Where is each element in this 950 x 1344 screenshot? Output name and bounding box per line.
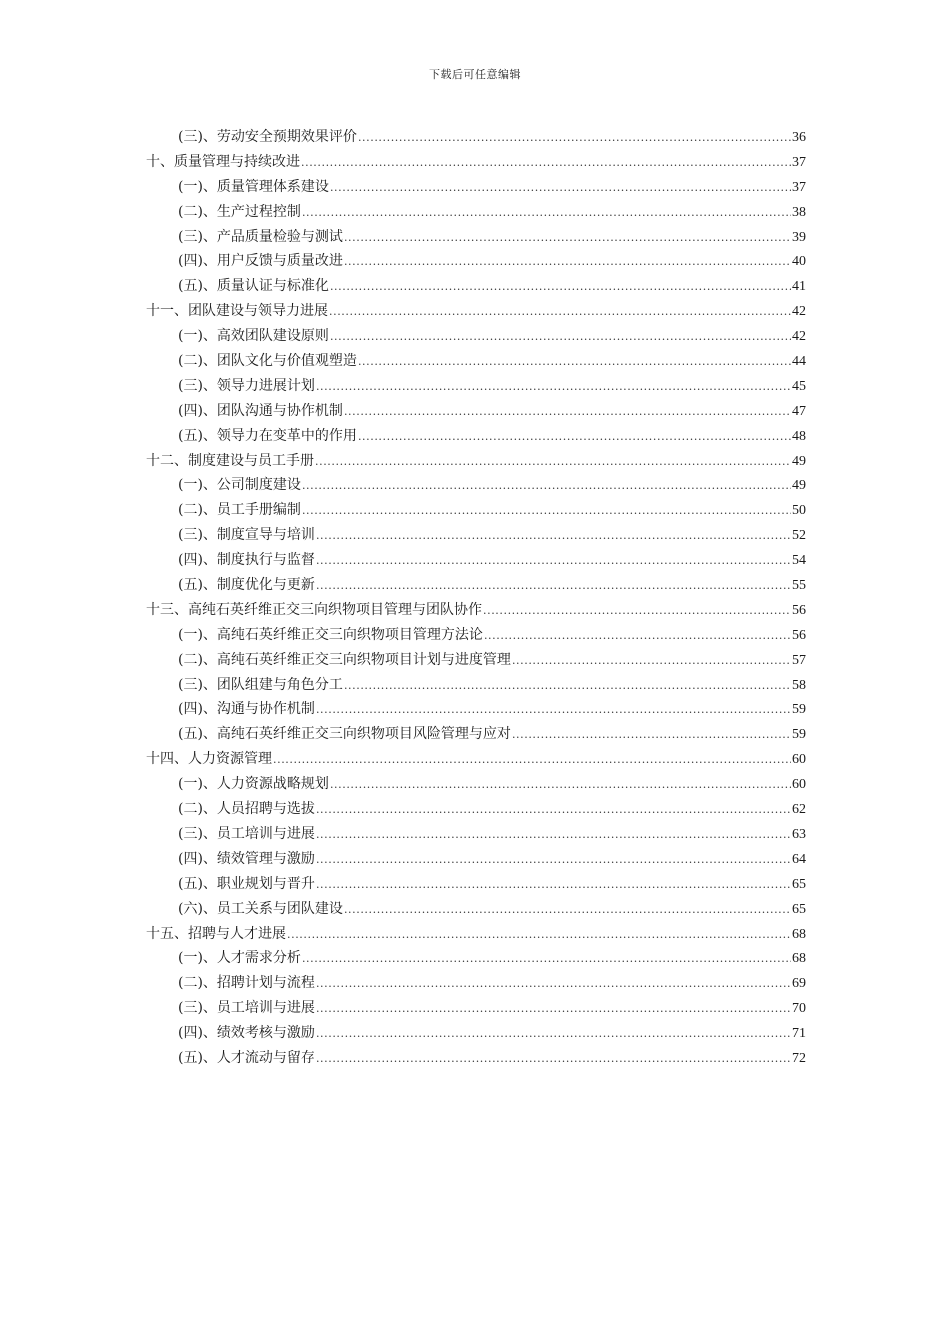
toc-dot-leader [301,151,791,176]
toc-section-entry[interactable] [146,125,806,150]
toc-page-number: 38 [792,204,806,220]
toc-section-entry[interactable] [146,697,806,722]
toc-entry-title: (四)、绩效考核与激励 [178,1025,315,1042]
toc-section-entry[interactable] [146,523,806,548]
toc-entry-title: 十三、高纯石英纤维正交三向织物项目管理与团队协作 [146,601,482,618]
toc-dot-leader [316,574,791,599]
toc-page-number: 57 [792,652,806,668]
toc-page-number: 72 [792,1050,806,1066]
toc-dot-leader [344,674,791,699]
toc-page-number: 52 [792,528,806,544]
toc-section-entry[interactable] [146,274,806,299]
toc-section-entry[interactable] [146,399,806,424]
toc-dot-leader [344,226,791,251]
toc-section-entry[interactable] [146,971,806,996]
toc-page-number: 37 [792,179,806,195]
toc-dot-leader [512,649,791,674]
toc-page-number: 48 [792,428,806,444]
toc-dot-leader [316,823,791,848]
toc-section-entry[interactable] [146,548,806,573]
toc-page-number: 71 [792,1026,806,1042]
toc-dot-leader [330,325,791,350]
toc-dot-leader [316,549,791,574]
toc-page-number: 50 [792,503,806,519]
toc-section-entry[interactable] [146,847,806,872]
toc-section-entry[interactable] [146,722,806,747]
toc-dot-leader [344,250,791,275]
toc-page-number: 47 [792,403,806,419]
toc-entry-title: (一)、高效团队建设原则 [178,328,329,345]
toc-dot-leader [316,375,791,400]
toc-section-entry[interactable] [146,424,806,449]
toc-dot-leader [316,972,791,997]
toc-entry-title: (三)、制度宣导与培训 [178,527,315,544]
toc-entry-title: (五)、制度优化与更新 [178,577,315,594]
toc-entry-title: (二)、高纯石英纤维正交三向织物项目计划与进度管理 [178,651,511,668]
toc-dot-leader [302,947,791,972]
toc-section-entry[interactable] [146,822,806,847]
toc-dot-leader [302,474,791,499]
toc-page-number: 69 [792,976,806,992]
toc-section-entry[interactable] [146,249,806,274]
toc-page-number: 68 [792,951,806,967]
toc-dot-leader [316,997,791,1022]
toc-section-entry[interactable] [146,225,806,250]
toc-page-number: 59 [792,727,806,743]
toc-section-entry[interactable] [146,897,806,922]
toc-page-number: 49 [792,478,806,494]
toc-entry-title: (五)、高纯石英纤维正交三向织物项目风险管理与应对 [178,726,511,743]
toc-entry-title: (二)、招聘计划与流程 [178,975,315,992]
toc-page-number: 56 [792,627,806,643]
toc-section-entry[interactable] [146,374,806,399]
toc-entry-title: (三)、领导力进展计划 [178,377,315,394]
toc-page-number: 56 [792,602,806,618]
toc-dot-leader [358,425,791,450]
toc-section-entry[interactable] [146,473,806,498]
toc-entry-title: (二)、团队文化与价值观塑造 [178,353,357,370]
toc-dot-leader [316,1047,791,1072]
toc-chapter-entry[interactable] [146,598,806,623]
toc-entry-title: (三)、员工培训与进展 [178,825,315,842]
toc-dot-leader [316,848,791,873]
toc-entry-title: 十一、团队建设与领导力进展 [146,303,328,320]
toc-entry-title: (四)、用户反馈与质量改进 [178,253,343,270]
toc-dot-leader [316,798,791,823]
toc-entry-title: (三)、团队组建与角色分工 [178,676,343,693]
toc-entry-title: (三)、劳动安全预期效果评价 [178,129,357,145]
toc-dot-leader [316,698,791,723]
toc-entry-title: (四)、沟通与协作机制 [178,701,315,718]
toc-dot-leader [330,275,791,300]
toc-entry-title: (三)、员工培训与进展 [178,1000,315,1017]
toc-section-entry[interactable] [146,772,806,797]
toc-page-number: 62 [792,802,806,818]
toc-page-number: 70 [792,1001,806,1017]
toc-entry-title: (五)、人才流动与留存 [178,1049,315,1066]
toc-section-entry[interactable] [146,623,806,648]
toc-dot-leader [302,201,791,226]
toc-page-number: 49 [792,453,806,469]
toc-chapter-entry[interactable] [146,449,806,474]
toc-page-number: 58 [792,677,806,693]
toc-section-entry[interactable] [146,673,806,698]
toc-section-entry[interactable] [146,648,806,673]
toc-page-number: 44 [792,354,806,370]
toc-entry-title: (五)、质量认证与标准化 [178,278,329,295]
toc-dot-leader [344,898,791,923]
toc-chapter-entry[interactable] [146,747,806,772]
toc-section-entry[interactable] [146,1046,806,1071]
toc-dot-leader [344,400,791,425]
toc-section-entry[interactable] [146,996,806,1021]
table-of-contents [146,125,806,1071]
toc-entry-title: (四)、制度执行与监督 [178,552,315,569]
toc-entry-title: (四)、团队沟通与协作机制 [178,402,343,419]
toc-page-number: 45 [792,378,806,394]
toc-page-number: 60 [792,752,806,768]
toc-entry-title: (五)、领导力在变革中的作用 [178,427,357,444]
toc-section-entry[interactable] [146,797,806,822]
toc-entry-title: (三)、产品质量检验与测试 [178,228,343,245]
toc-dot-leader [484,624,791,649]
toc-page-number: 41 [792,279,806,295]
toc-section-entry[interactable] [146,573,806,598]
toc-dot-leader [358,350,791,375]
toc-entry-title: (一)、高纯石英纤维正交三向织物项目管理方法论 [178,626,483,643]
toc-page-number: 55 [792,578,806,594]
toc-section-entry[interactable] [146,324,806,349]
toc-dot-leader [302,499,791,524]
toc-dot-leader [330,176,791,201]
toc-page-number: 42 [792,304,806,320]
toc-entry-title: (一)、人力资源战略规划 [178,776,329,793]
toc-page-number: 63 [792,826,806,842]
toc-dot-leader [273,748,791,773]
toc-page-number: 64 [792,851,806,867]
toc-page-number: 40 [792,254,806,270]
toc-section-entry[interactable] [146,1021,806,1046]
toc-entry-title: (二)、人员招聘与选拔 [178,801,315,818]
toc-section-entry[interactable] [146,349,806,374]
toc-page-number: 36 [792,130,806,145]
toc-dot-leader [287,923,791,948]
toc-entry-title: 十、质量管理与持续改进 [146,153,300,170]
toc-dot-leader [316,873,791,898]
toc-chapter-entry[interactable] [146,299,806,324]
toc-entry-title: (六)、员工关系与团队建设 [178,900,343,917]
toc-entry-title: (二)、员工手册编制 [178,502,301,519]
toc-entry-title: (一)、人才需求分析 [178,950,301,967]
toc-page-number: 65 [792,876,806,892]
toc-dot-leader [316,1022,791,1047]
toc-section-entry[interactable] [146,946,806,971]
toc-entry-title: 十四、人力资源管理 [146,751,272,768]
toc-page-number: 65 [792,901,806,917]
toc-page-number: 42 [792,329,806,345]
toc-dot-leader [483,599,791,624]
toc-entry-title: (二)、生产过程控制 [178,203,301,220]
toc-page-number: 39 [792,229,806,245]
toc-page-number: 37 [792,154,806,170]
toc-chapter-entry[interactable] [146,922,806,947]
toc-entry-title: (一)、质量管理体系建设 [178,178,329,195]
toc-dot-leader [330,773,791,798]
toc-section-entry[interactable] [146,498,806,523]
toc-section-entry[interactable] [146,175,806,200]
toc-dot-leader [512,723,791,748]
toc-entry-title: 十五、招聘与人才进展 [146,925,286,942]
toc-dot-leader [329,300,791,325]
toc-dot-leader [358,126,791,151]
toc-page-number: 68 [792,926,806,942]
toc-page-number: 60 [792,777,806,793]
toc-entry-title: (一)、公司制度建设 [178,477,301,494]
toc-dot-leader [316,524,791,549]
toc-page-number: 59 [792,702,806,718]
toc-section-entry[interactable] [146,872,806,897]
toc-entry-title: 十二、制度建设与员工手册 [146,452,314,469]
toc-section-entry[interactable] [146,200,806,225]
toc-entry-title: (五)、职业规划与晋升 [178,875,315,892]
page-header: 下载后可任意编辑 [429,68,521,81]
toc-page-number: 54 [792,553,806,569]
toc-chapter-entry[interactable] [146,150,806,175]
toc-dot-leader [315,450,791,475]
toc-entry-title: (四)、绩效管理与激励 [178,850,315,867]
